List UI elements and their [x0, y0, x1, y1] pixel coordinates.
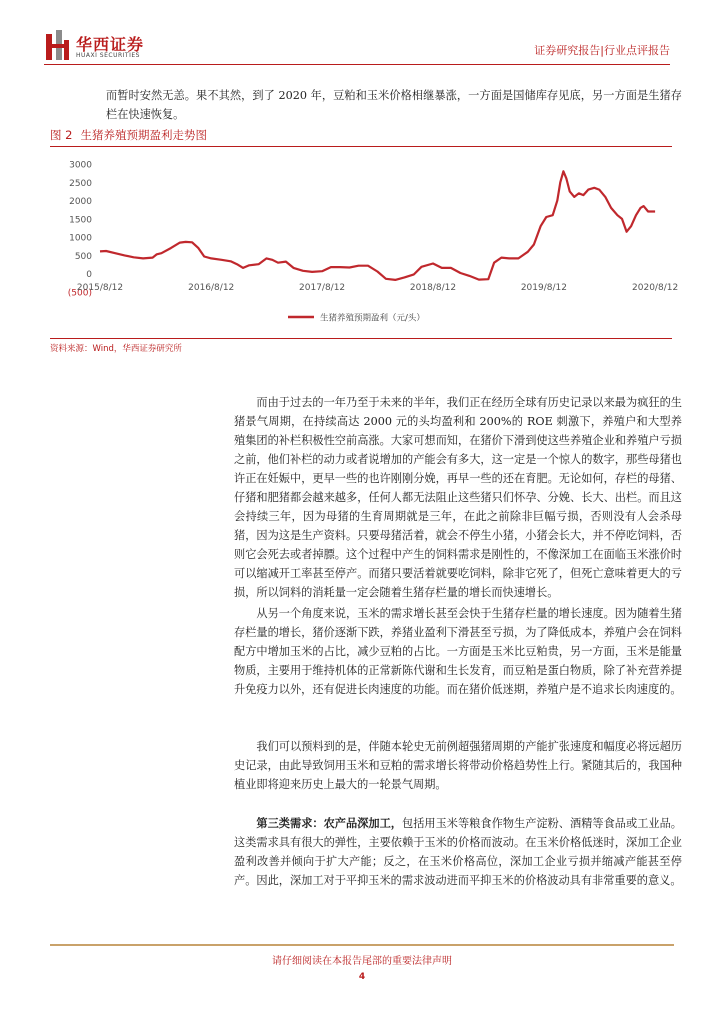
y-tick-label: 2000 — [69, 197, 92, 208]
chart-series-group — [100, 171, 655, 280]
huaxi-logo-icon — [44, 30, 70, 62]
series-line — [100, 171, 655, 280]
body-paragraph-1: 而由于过去的一年乃至于未来的半年，我们正在经历全球有历史记录以来最为疯狂的生猪景气周期，在持续高达 2000 元的头均盈利和 200%的 ROE 刺激下，养殖户和大型养殖集团的补栏积极性空前高涨。大家可想而知，在猪价下滑到使这些养殖企业和养殖户亏损之前，他们补栏的动力或者说增加的产能会有多大，这一定是一个惊人的数字，那些母猪也许正在妊娠中，更早一些的也许刚刚分娩，再早一些的还在育肥。无论如何，存栏的母猪、仔猪和肥猪都会越来越多，任何人都无法阻止这些猪只们怀孕、分娩、长大、出栏。而且这会持续三年，因为母猪的生育周期就是三年，在此之前除非巨幅亏损，否则没有人会杀母猪，因为这是生产资料。只要母猪活着，就会不停生小猪，小猪会长大，并不停吃饲料，否则它会死去或者掉膘。这个过程中产生的饲料需求是刚性的，不像深加工在面临玉米涨价时可以缩减开工率甚至停产。而猪只要活着就要吃饲料，除非它死了，但死亡意味着更大的亏损，所以饲料的消耗量一定会随着生猪存栏量的增长而快速增长。 — [234, 396, 682, 599]
y-tick-label: 2500 — [69, 178, 92, 189]
chart-legend — [288, 313, 425, 324]
body-paragraph-2: 从另一个角度来说，玉米的需求增长甚至会快于生猪存栏量的增长速度。因为随着生猪存栏量的增长，猪价逐渐下跌，养猪业盈利下滑甚至亏损，为了降低成本，养殖户会在饲料配方中增加玉米的占比，减少豆粕的占比。一方面是玉米比豆粕贵，另一方面，玉米是能量物质，主要用于维持机体的正常新陈代谢和生长发育，而豆粕是蛋白物质，除了补充营养提升免疫力以外，还有促进长肉速度的功能。而在猪价低迷期，养殖户是不追求长肉速度的。 — [234, 607, 682, 696]
figure-top-rule — [50, 146, 672, 147]
x-tick-label: 2019/8/12 — [520, 283, 567, 293]
legal-disclaimer-note: 请仔细阅读在本报告尾部的重要法律声明 — [272, 956, 452, 967]
legend-label: 生猪养殖预期盈利（元/头） — [320, 313, 425, 324]
footer-divider — [50, 944, 674, 946]
profit-line-chart — [50, 152, 679, 336]
figure-title: 生猪养殖预期盈利走势图 — [80, 128, 207, 142]
y-tick-label: (500) — [67, 288, 92, 299]
logo-english-name: HUAXI SECURITIES — [76, 52, 140, 59]
logo-chinese-name: 华西证券 — [76, 35, 145, 54]
x-axis-ticks — [77, 283, 678, 293]
page-number: 4 — [358, 972, 366, 982]
paragraph-body: 包括用玉米等粮食作物生产淀粉、酒精等食品或工业品。这类需求具有很大的弹性，主要依赖于玉米的价格而波动。在玉米价格低迷时，深加工企业盈利改善并倾向于扩大产能；反之，在玉米价格高位，深加工企业亏损并缩减产能甚至停产。因此，深加工对于平抑玉米的需求波动进而平抑玉米的价格波动具有非常重要的意义。 — [234, 817, 682, 887]
figure-number: 图 2 — [50, 128, 73, 142]
figure-bottom-rule — [50, 338, 672, 339]
body-paragraph-3: 我们可以预料到的是，伴随本轮史无前例超强猪周期的产能扩张速度和幅度必将远超历史记录，由此导致饲用玉米和豆粕的需求增长将带动价格趋势性上行。紧随其后的，我国种植业即将迎来历史上最大的一轮景气周期。 — [234, 740, 682, 791]
x-tick-label: 2020/8/12 — [632, 283, 679, 293]
x-tick-label: 2017/8/12 — [299, 283, 346, 293]
y-tick-label: 3000 — [69, 160, 92, 171]
figure-source: 资料来源：Wind，华西证券研究所 — [50, 344, 182, 354]
huaxi-logo — [44, 30, 174, 64]
x-tick-label: 2016/8/12 — [188, 283, 235, 293]
y-axis-ticks — [68, 161, 92, 299]
y-tick-label: 500 — [74, 251, 92, 262]
y-tick-label: 0 — [86, 270, 92, 281]
intro-paragraph: 而暂时安然无恙。果不其然，到了 2020 年，豆粕和玉米价格相继暴涨，一方面是国储库存见底，另一方面是生猪存栏在快速恢复。 — [106, 89, 682, 121]
figure-caption — [50, 127, 207, 143]
body-paragraph-4 — [234, 814, 682, 890]
x-tick-label: 2018/8/12 — [409, 283, 457, 293]
header-divider — [44, 64, 670, 65]
paragraph-lead-bold: 第三类需求：农产品深加工， — [256, 816, 402, 830]
report-type-label: 证券研究报告|行业点评报告 — [534, 44, 670, 57]
page-header — [0, 0, 724, 72]
y-tick-label: 1500 — [69, 215, 92, 226]
x-tick-label: 2015/8/12 — [76, 283, 124, 293]
y-tick-label: 1000 — [69, 233, 92, 244]
